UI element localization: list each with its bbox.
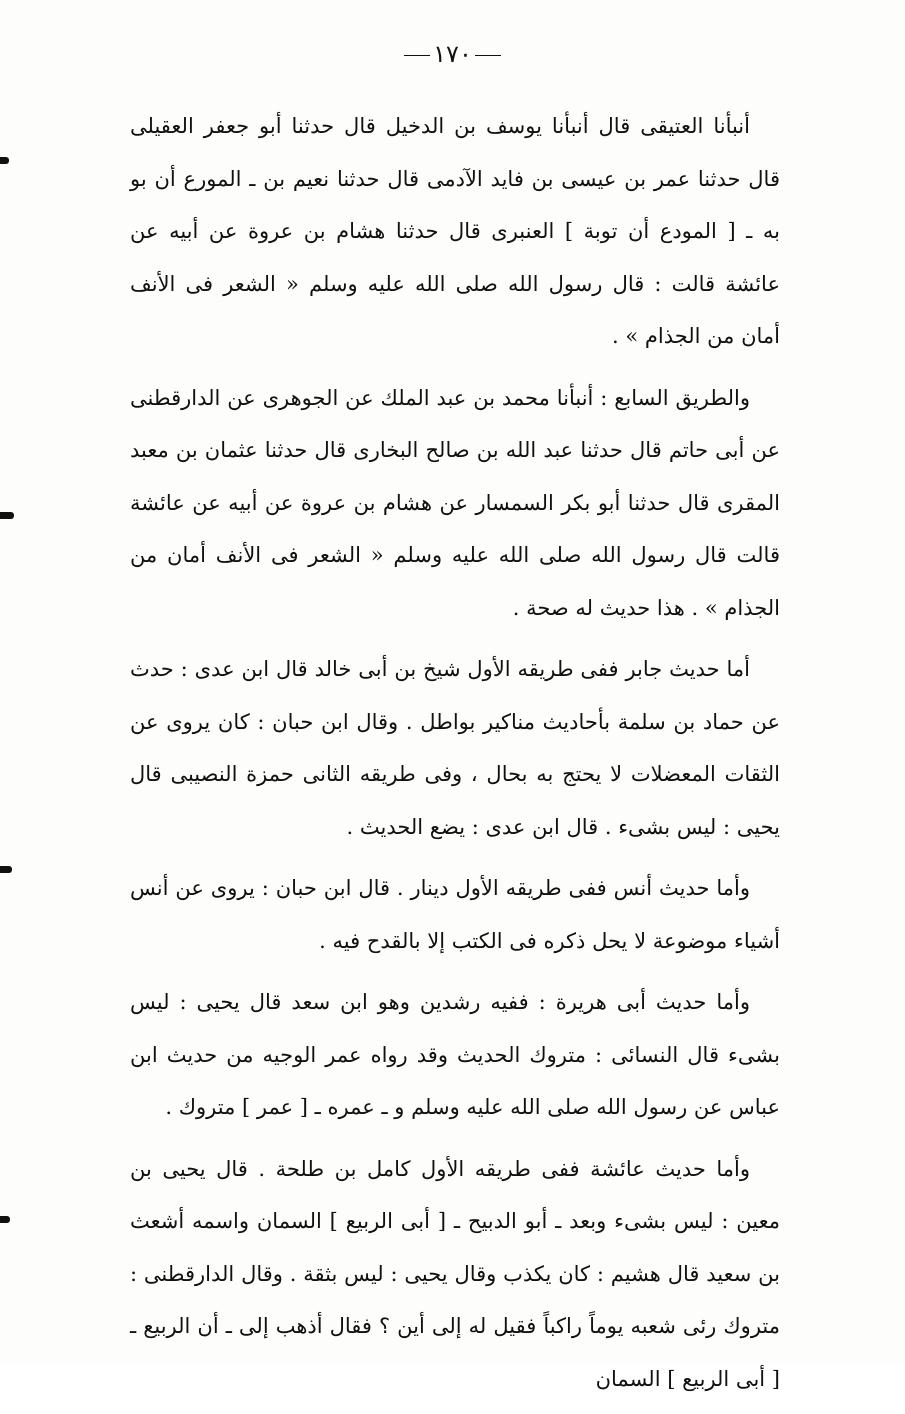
paragraph-3: أما حديث جابر ففى طريقه الأول شيخ بن أبى خالد قال ابن عدى : حدث عن حماد بن سلمة بأحاديث مناكير بواطل . وقال ابن حبان : كان يروى عن الثقات المعضلات لا يحتج به بحال ، وفى طريقه الثانى حمزة النصيبى قال يحيى : ليس بشىء . قال ابن عدى : يضع الحديث .: [130, 657, 780, 839]
paragraph-2: والطريق السابع : أنبأنا محمد بن عبد الملك عن الجوهرى عن الدارقطنى عن أبى حاتم قال حدثنا عبد الله بن صالح البخارى قال حدثنا عثمان بن معبد المقرى قال حدثنا أبو بكر السمسار عن هشام بن عروة عن أبيه عن عائشة قالت قال رسول الله صلى الله عليه وسلم « الشعر فى الأنف أمان من الجذام » . هذا حديث له صحة .: [130, 385, 780, 620]
binding-mark: [0, 866, 12, 873]
page-number-dash-left: [404, 55, 430, 56]
body-text: [130, 100, 780, 1414]
page-number-text: ١٧٠: [433, 40, 472, 68]
paragraph-1: أنبأنا العتيقى قال أنبأنا يوسف بن الدخيل قال حدثنا أبو جعفر العقيلى قال حدثنا عمر بن عيسى بن فايد الآدمى قال حدثنا نعيم بن ـ المورع أن بو به ـ [ المودع أن توبة ] العنبرى قال حدثنا هشام بن عروة عن أبيه عن عائشة قالت : قال رسول الله صلى الله عليه وسلم « الشعر فى الأنف أمان من الجذام » .: [130, 114, 780, 348]
binding-mark: [0, 512, 14, 519]
binding-mark: [0, 1216, 10, 1223]
page-number-dash-right: [475, 55, 501, 56]
binding-mark: [0, 157, 9, 164]
paragraph-6: وأما حديث عائشة ففى طريقه الأول كامل بن طلحة . قال يحيى بن معين : ليس بشىء وبعد ـ أبو الدبيح ـ [ أبى الربيع ] السمان واسمه أشعث بن سعيد قال هشيم : كان يكذب وقال يحيى : ليس بثقة . وقال الدارقطنى : متروك رئى شعبه يوماً راكباً فقيل له إلى أين ؟ فقال أذهب إلى ـ أن الربيع ـ [ أبى الربيع ] السمان: [130, 1156, 780, 1391]
page-number: [0, 40, 905, 68]
paragraph-4: وأما حديث أنس ففى طريقه الأول دينار . قال ابن حبان : يروى عن أنس أشياء موضوعة لا يحل ذكره فى الكتب إلا بالقدح فيه .: [130, 876, 780, 953]
paragraph-5: وأما حديث أبى هريرة : ففيه رشدين وهو ابن سعد قال يحيى : ليس بشىء قال النسائى : متروك الحديث وقد رواه عمر الوجيه من حديث ابن عباس عن رسول الله صلى الله عليه وسلم و ـ عمره ـ [ عمر ] متروك .: [130, 990, 780, 1119]
